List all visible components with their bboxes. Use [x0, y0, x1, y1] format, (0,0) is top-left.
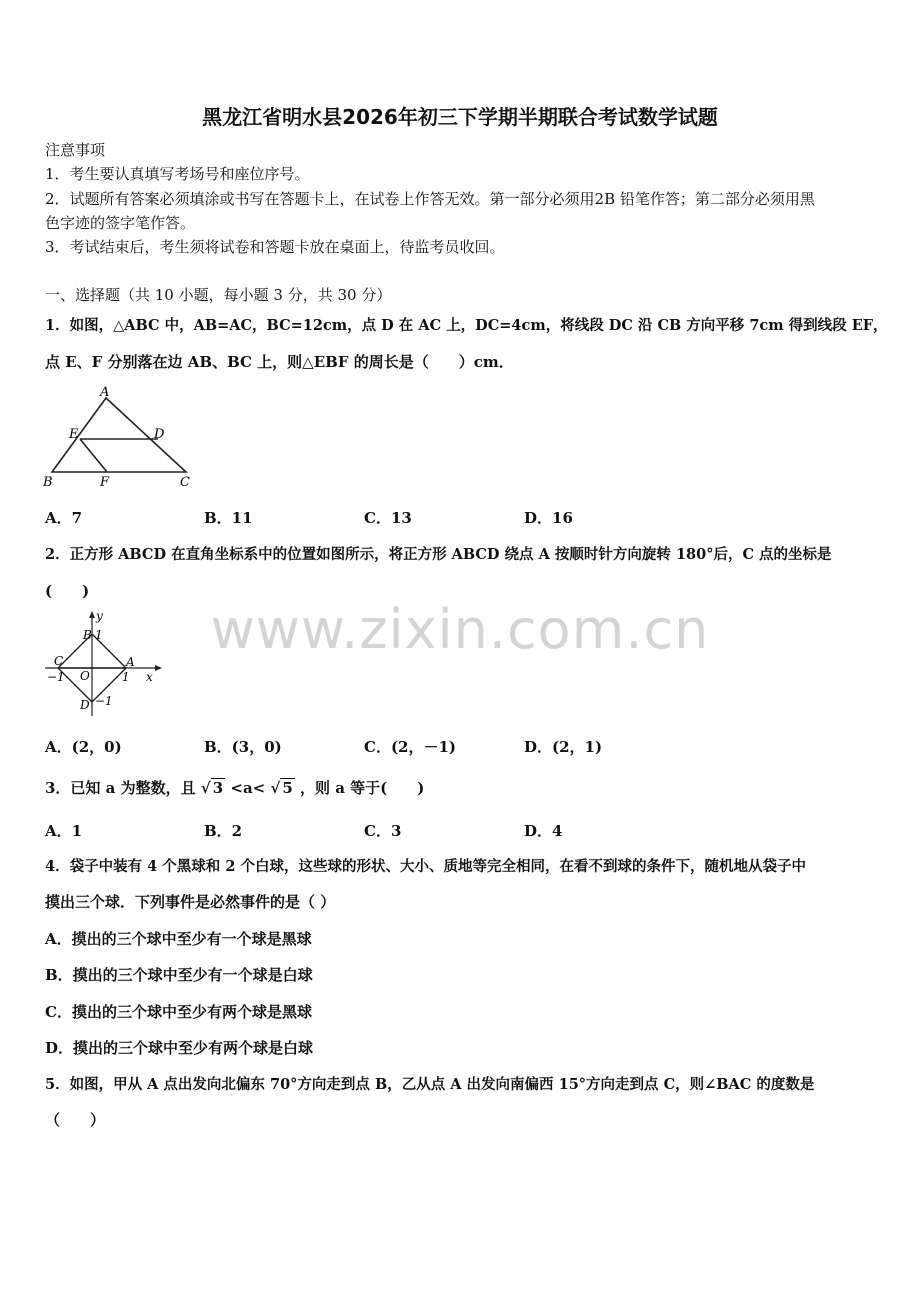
q5-text-line1: 5．如图，甲从 A 点出发向北偏东 70°方向走到点 B，乙从点 A 出发向南偏西 15°方向走到点 C，则∠BAC 的度数是	[45, 1076, 815, 1093]
q2-label-y: y	[96, 609, 103, 623]
q2-label-o: O	[80, 669, 90, 683]
q2-label-one-x: 1	[122, 670, 130, 684]
q3-sqrt-5: √ 5	[270, 779, 293, 797]
q2-label-neg-one-y: −1	[95, 694, 113, 708]
notes-item: 2．试题所有答案必须填涂或书写在答题卡上，在试卷上作答无效。第一部分必须用2B 铅笔作答；第二部分必须用黑	[45, 190, 815, 208]
q1-label-f: F	[100, 475, 110, 490]
q3-inequality: <a<	[230, 779, 266, 797]
q1-text-line1: 1．如图，△ABC 中，AB=AC，BC=12cm，点 D 在 AC 上，DC=4cm，将线段 DC 沿 CB 方向平移 7cm 得到线段 EF，	[45, 317, 888, 334]
q2-label-x: x	[146, 670, 153, 684]
q1-label-a: A	[100, 385, 110, 400]
q5-text-line2: （ ）	[45, 1111, 106, 1129]
q2-label-neg-one-x: −1	[47, 670, 65, 684]
q2-label-one-y: 1	[95, 628, 103, 642]
section-heading: 一、选择题（共 10 小题，每小题 3 分，共 30 分）	[45, 286, 392, 304]
q1-label-c: C	[180, 475, 190, 490]
q3-radicand-1: 3	[212, 779, 224, 797]
q3-option-c: C．3	[364, 822, 402, 840]
q4-text-line1: 4．袋子中装有 4 个黑球和 2 个白球，这些球的形状、大小、质地等完全相同，在看不到球的条件下，随机地从袋子中	[45, 858, 806, 875]
q1-label-d: D	[154, 427, 165, 442]
q2-text-line2: ( )	[45, 582, 90, 600]
notes-item: 3．考试结束后，考生须将试卷和答题卡放在桌面上，待监考员收回。	[45, 238, 505, 256]
q2-label-c: C	[54, 654, 64, 668]
q2-label-d: D	[80, 698, 90, 712]
q3-option-d: D．4	[524, 822, 563, 840]
q2-label-b: B	[83, 628, 92, 642]
q4-option-d: D．摸出的三个球中至少有两个球是白球	[45, 1039, 314, 1057]
q3-option-a: A．1	[45, 822, 83, 840]
notes-heading: 注意事项	[45, 141, 106, 159]
q2-option-b: B．(3，0)	[204, 738, 282, 756]
q4-text-line2: 摸出三个球．下列事件是必然事件的是（ ）	[45, 893, 336, 911]
q3-suffix: ，则 a 等于( )	[300, 779, 425, 797]
q3-text	[45, 777, 424, 798]
q1-label-e: E	[69, 427, 79, 442]
q1-text-line2: 点 E、F 分别落在边 AB、BC 上，则△EBF 的周长是（ ）cm．	[45, 353, 514, 371]
q2-option-d: D．(2，1)	[524, 738, 603, 756]
q3-prefix: 3．已知 a 为整数，且	[45, 779, 196, 797]
q3-radicand-2: 5	[282, 779, 293, 797]
q3-option-b: B．2	[204, 822, 243, 840]
watermark: www.zixin.com.cn	[210, 598, 710, 661]
q2-text-line1: 2．正方形 ABCD 在直角坐标系中的位置如图所示，将正方形 ABCD 绕点 A 按顺时针方向旋转 180°后，C 点的坐标是	[45, 546, 832, 563]
q2-option-a: A．(2，0)	[45, 738, 122, 756]
notes-item: 色字迹的签字笔作答。	[45, 214, 196, 232]
q4-option-b: B．摸出的三个球中至少有一个球是白球	[45, 966, 313, 984]
q1-triangle-figure	[40, 382, 200, 492]
q2-option-c: C．(2，－1)	[364, 738, 457, 756]
q1-option-a: A．7	[45, 509, 83, 527]
q1-label-b: B	[43, 475, 53, 490]
q1-option-b: B．11	[204, 509, 253, 527]
q4-option-a: A．摸出的三个球中至少有一个球是黑球	[45, 930, 312, 948]
q2-label-a: A	[126, 655, 135, 669]
q1-option-d: D．16	[524, 509, 573, 527]
q1-option-c: C．13	[364, 509, 412, 527]
q4-option-c: C．摸出的三个球中至少有两个球是黑球	[45, 1003, 312, 1021]
q3-sqrt-3: √ 3	[200, 779, 224, 797]
page-title: 黑龙江省明水县2026年初三下学期半期联合考试数学试题	[202, 105, 718, 129]
notes-item: 1．考生要认真填写考场号和座位序号。	[45, 165, 310, 183]
